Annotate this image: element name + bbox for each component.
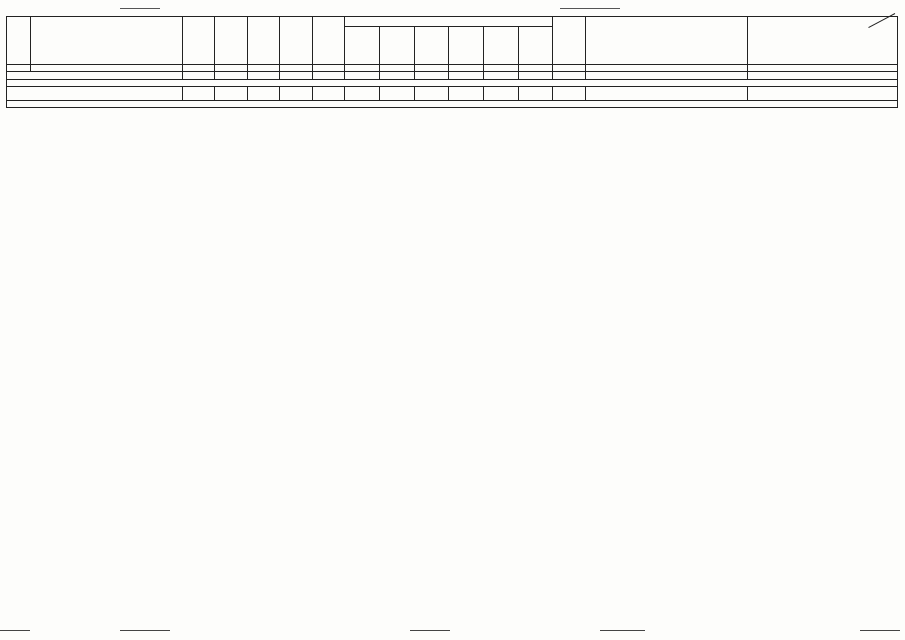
colnum bbox=[280, 65, 313, 72]
task-2-1-heading bbox=[7, 101, 898, 108]
hdr-fact2013 bbox=[280, 17, 313, 65]
colnum bbox=[215, 65, 248, 72]
colnum bbox=[748, 65, 898, 72]
fin-value bbox=[312, 87, 345, 101]
fin-value bbox=[280, 72, 313, 80]
scan-mark bbox=[560, 8, 620, 9]
goal-2-heading bbox=[7, 80, 898, 87]
colnum bbox=[414, 65, 449, 72]
fin-goal2-label bbox=[7, 87, 183, 101]
fin-value bbox=[518, 87, 553, 101]
indicators-table bbox=[6, 16, 898, 108]
hdr-target bbox=[553, 17, 586, 65]
fin-value bbox=[483, 72, 518, 80]
hdr-year bbox=[518, 27, 553, 65]
fin-unit bbox=[182, 87, 215, 101]
fin-value bbox=[345, 87, 380, 101]
colnum bbox=[585, 65, 748, 72]
fin-value bbox=[312, 72, 345, 80]
scan-mark bbox=[0, 630, 30, 631]
colnum bbox=[379, 65, 414, 72]
colnum bbox=[553, 65, 586, 72]
hdr-direction bbox=[215, 17, 248, 65]
hdr-name bbox=[30, 17, 182, 65]
hdr-period bbox=[345, 17, 553, 27]
hdr-fact2014 bbox=[312, 17, 345, 65]
fin-value bbox=[449, 87, 484, 101]
colnum bbox=[247, 65, 280, 72]
scan-mark bbox=[860, 630, 900, 631]
hdr-weight bbox=[247, 17, 280, 65]
scan-mark bbox=[120, 8, 160, 9]
scan-mark bbox=[600, 630, 645, 631]
hdr-justification bbox=[585, 17, 748, 65]
hdr-year bbox=[483, 27, 518, 65]
fin-value bbox=[414, 72, 449, 80]
colnum bbox=[30, 65, 182, 72]
fin-value bbox=[345, 72, 380, 80]
colnum bbox=[483, 65, 518, 72]
colnum bbox=[345, 65, 380, 72]
scan-mark bbox=[120, 630, 170, 631]
fin-unit bbox=[182, 72, 215, 80]
hdr-unit bbox=[182, 17, 215, 65]
fin-value bbox=[483, 87, 518, 101]
colnum bbox=[7, 65, 31, 72]
fin-value bbox=[379, 72, 414, 80]
hdr-year bbox=[345, 27, 380, 65]
hdr-num bbox=[7, 17, 31, 65]
fin-value bbox=[414, 87, 449, 101]
colnum bbox=[518, 65, 553, 72]
fin-value bbox=[449, 72, 484, 80]
fin-value bbox=[518, 72, 553, 80]
colnum bbox=[182, 65, 215, 72]
fin-1-4-label bbox=[7, 72, 183, 80]
fin-value bbox=[280, 87, 313, 101]
colnum bbox=[312, 65, 345, 72]
hdr-year bbox=[379, 27, 414, 65]
colnum bbox=[449, 65, 484, 72]
scan-mark bbox=[410, 630, 450, 631]
hdr-year bbox=[449, 27, 484, 65]
hdr-note bbox=[748, 17, 898, 65]
hdr-year bbox=[414, 27, 449, 65]
fin-value bbox=[379, 87, 414, 101]
